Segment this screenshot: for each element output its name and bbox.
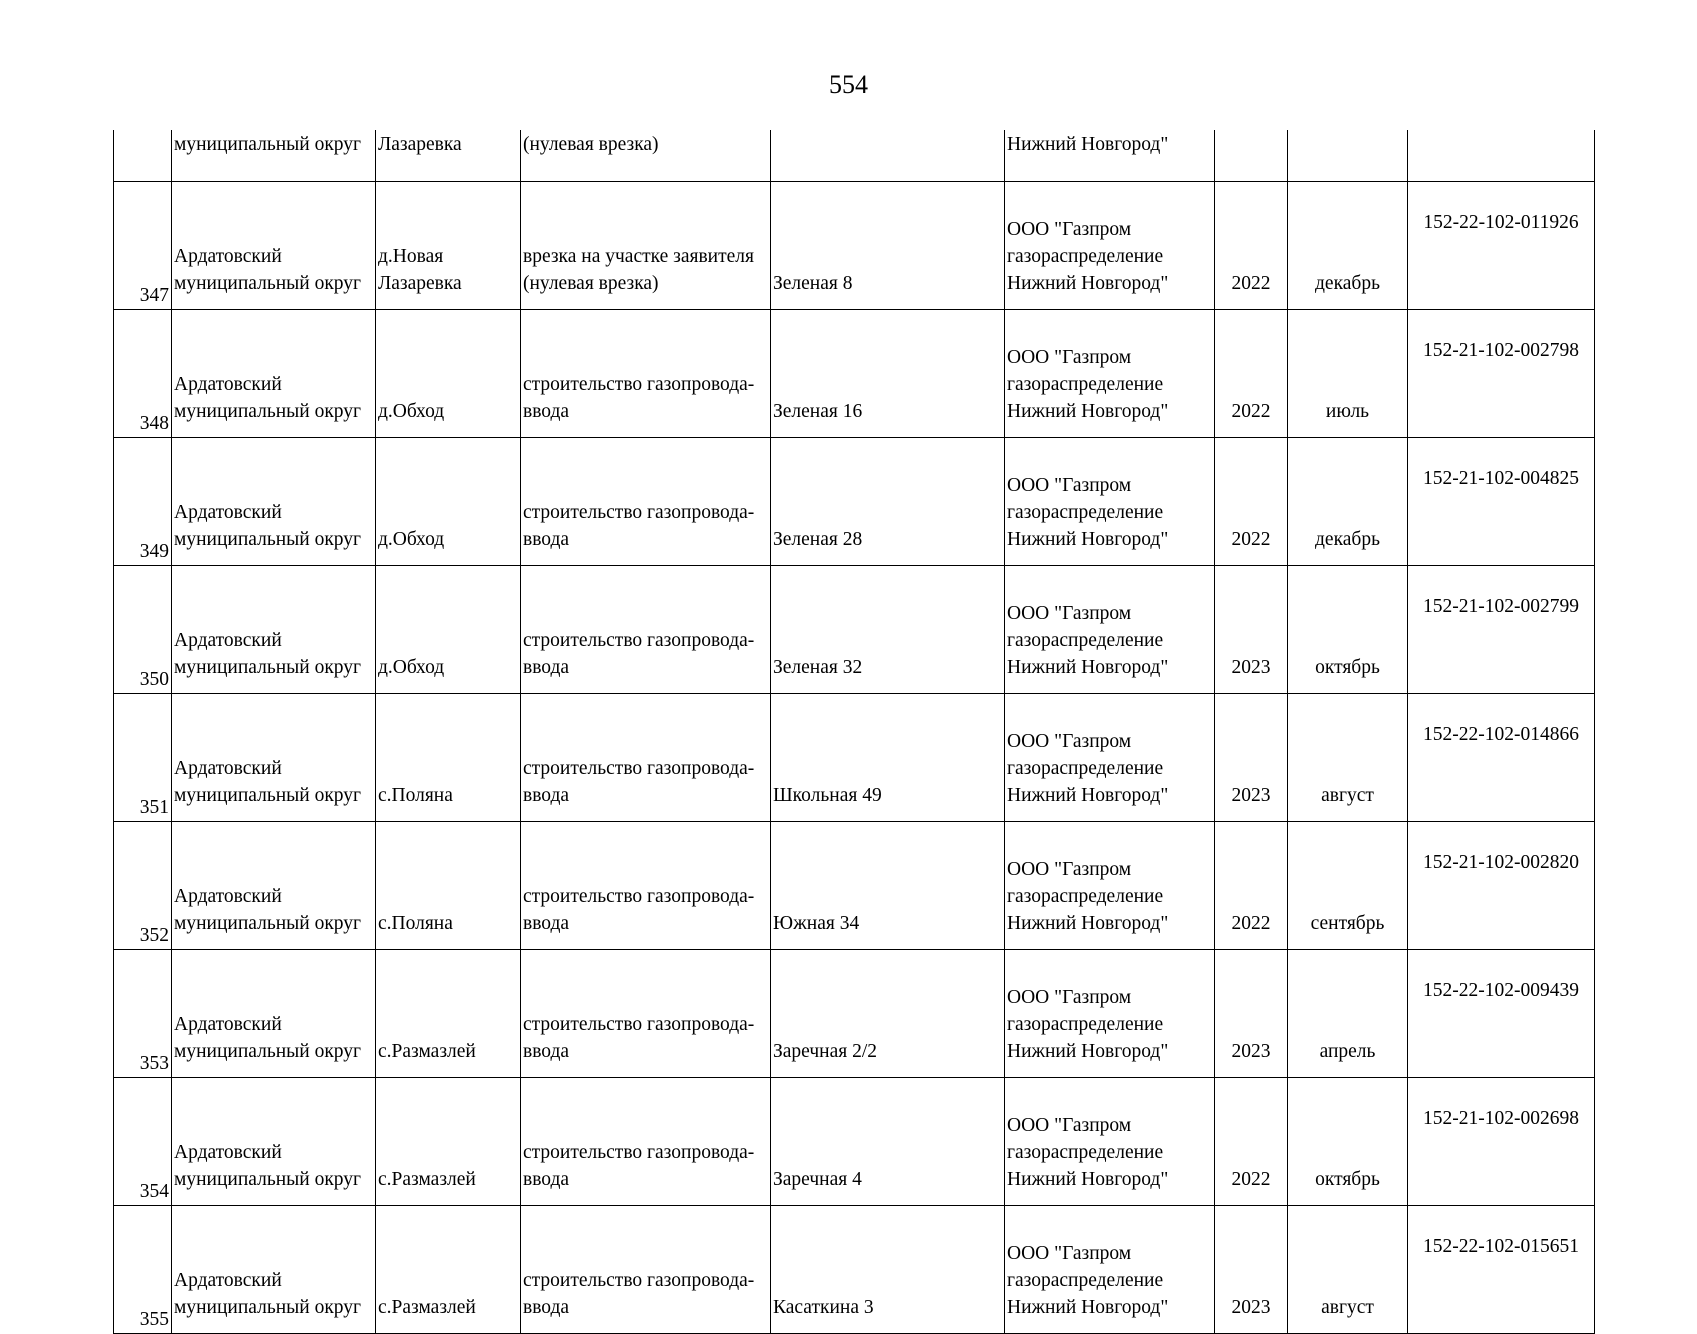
settlement-line-2: с.Поляна xyxy=(378,785,453,806)
cell-year: 2023 xyxy=(1215,950,1288,1078)
org-line-3: Нижний Новгород" xyxy=(1007,913,1169,934)
district-line-2: муниципальный округ xyxy=(174,273,362,294)
org-line-1: ООО "Газпром xyxy=(1007,1243,1132,1264)
settlement-line-2: д.Обход xyxy=(378,401,445,422)
table-row xyxy=(114,310,1595,438)
org-line-1: ООО "Газпром xyxy=(1007,987,1132,1008)
cell-work-type xyxy=(521,694,771,822)
cell-district xyxy=(172,182,376,310)
cell-num: 352 xyxy=(114,822,172,950)
cell-settlement xyxy=(376,566,521,694)
district-line-2: муниципальный округ xyxy=(174,401,362,422)
cell-num: 349 xyxy=(114,438,172,566)
cell-settlement xyxy=(376,438,521,566)
work-line-1: строительство газопровода- xyxy=(523,374,755,395)
cell-organization xyxy=(1005,1078,1215,1206)
settlement-line-2: с.Размазлей xyxy=(378,1041,476,1062)
org-line-3: Нижний Новгород" xyxy=(1007,657,1169,678)
work-line-2: ввода xyxy=(523,1169,570,1190)
district-line-1: Ардатовский xyxy=(174,1270,282,1291)
cell-settlement xyxy=(376,1206,521,1334)
cell-month: август xyxy=(1288,1206,1408,1334)
cell-year: 2022 xyxy=(1215,438,1288,566)
cell-district xyxy=(172,822,376,950)
cell-month: декабрь xyxy=(1288,438,1408,566)
cell-year: 2022 xyxy=(1215,1078,1288,1206)
settlement-line-2: с.Поляна xyxy=(378,913,453,934)
cell-district xyxy=(172,1206,376,1334)
cell-address: Зеленая 28 xyxy=(771,438,1005,566)
cell-work-type xyxy=(521,1206,771,1334)
org-line-3: Нижний Новгород" xyxy=(1007,1297,1169,1318)
cell-work-type xyxy=(521,182,771,310)
cell-month: октябрь xyxy=(1288,566,1408,694)
table-row xyxy=(114,1206,1595,1334)
org-line-3: Нижний Новгород" xyxy=(1007,529,1169,550)
org-line-2: газораспределение xyxy=(1007,886,1164,907)
cell-num: 351 xyxy=(114,694,172,822)
cell-code: 152-21-102-002698 xyxy=(1408,1078,1595,1206)
cell-code: 152-21-102-002798 xyxy=(1408,310,1595,438)
cell-num: 354 xyxy=(114,1078,172,1206)
cell-num: 353 xyxy=(114,950,172,1078)
cell-organization xyxy=(1005,694,1215,822)
cell-month: август xyxy=(1288,694,1408,822)
work-line-1: строительство газопровода- xyxy=(523,886,755,907)
work-line-2: ввода xyxy=(523,1297,570,1318)
cell-organization xyxy=(1005,822,1215,950)
cell-num: 350 xyxy=(114,566,172,694)
district-line-2: муниципальный округ xyxy=(174,657,362,678)
district-line-2: муниципальный округ xyxy=(174,1297,362,1318)
cell-address: Заречная 2/2 xyxy=(771,950,1005,1078)
org-line-2: газораспределение xyxy=(1007,630,1164,651)
cell-month: июль xyxy=(1288,310,1408,438)
settlement-line-1 xyxy=(378,755,518,782)
cell-district xyxy=(172,310,376,438)
district-line-1: Ардатовский xyxy=(174,758,282,779)
cell-code: 152-22-102-009439 xyxy=(1408,950,1595,1078)
work-line-1: строительство газопровода- xyxy=(523,1014,755,1035)
cell-year: 2022 xyxy=(1215,822,1288,950)
cell-code: 152-21-102-002820 xyxy=(1408,822,1595,950)
org-line-3: Нижний Новгород" xyxy=(1007,401,1169,422)
org-line-3: Нижний Новгород" xyxy=(1007,785,1169,806)
cell-settlement xyxy=(376,310,521,438)
table-row xyxy=(114,1078,1595,1206)
settlement-line-2: д.Обход xyxy=(378,529,445,550)
cell-num: 347 xyxy=(114,182,172,310)
settlement-line-1 xyxy=(378,499,518,526)
table-row xyxy=(114,566,1595,694)
cell-work-type xyxy=(521,1078,771,1206)
settlement-line-1: д.Новая xyxy=(378,246,444,267)
cell-settlement: Лазаревка xyxy=(376,130,521,182)
settlement-line-1 xyxy=(378,883,518,910)
cell-num: 348 xyxy=(114,310,172,438)
work-line-2: ввода xyxy=(523,401,570,422)
cell-district xyxy=(172,694,376,822)
cell-num xyxy=(114,130,172,182)
work-line-1: строительство газопровода- xyxy=(523,502,755,523)
cell-month: октябрь xyxy=(1288,1078,1408,1206)
cell-district: муниципальный округ xyxy=(172,130,376,182)
org-line-2: газораспределение xyxy=(1007,246,1164,267)
cell-month: декабрь xyxy=(1288,182,1408,310)
org-line-1: ООО "Газпром xyxy=(1007,347,1132,368)
cell-settlement xyxy=(376,182,521,310)
org-line-3: Нижний Новгород" xyxy=(1007,1169,1169,1190)
cell-settlement xyxy=(376,1078,521,1206)
cell-address: Южная 34 xyxy=(771,822,1005,950)
cell-year: 2023 xyxy=(1215,694,1288,822)
settlement-line-2: Лазаревка xyxy=(378,273,462,294)
cell-address: Заречная 4 xyxy=(771,1078,1005,1206)
cell-code: 152-22-102-014866 xyxy=(1408,694,1595,822)
work-line-1: строительство газопровода- xyxy=(523,630,755,651)
cell-district xyxy=(172,1078,376,1206)
cell-address: Касаткина 3 xyxy=(771,1206,1005,1334)
cell-month: апрель xyxy=(1288,950,1408,1078)
work-line-2: ввода xyxy=(523,913,570,934)
work-line-1: строительство газопровода- xyxy=(523,1142,755,1163)
district-line-1: Ардатовский xyxy=(174,246,282,267)
cell-code xyxy=(1408,130,1595,182)
district-line-1: Ардатовский xyxy=(174,1142,282,1163)
work-line-2: (нулевая врезка) xyxy=(523,273,659,294)
org-line-2: газораспределение xyxy=(1007,1014,1164,1035)
district-line-2: муниципальный округ xyxy=(174,1169,362,1190)
work-line-2: ввода xyxy=(523,657,570,678)
district-line-2: муниципальный округ xyxy=(174,1041,362,1062)
org-line-2: газораспределение xyxy=(1007,374,1164,395)
org-line-1: ООО "Газпром xyxy=(1007,731,1132,752)
work-line-2: ввода xyxy=(523,1041,570,1062)
page-number: 554 xyxy=(829,70,868,99)
cell-work-type xyxy=(521,822,771,950)
cell-address xyxy=(771,130,1005,182)
work-line-2: ввода xyxy=(523,529,570,550)
cell-district xyxy=(172,566,376,694)
org-line-2: газораспределение xyxy=(1007,502,1164,523)
cell-work-type xyxy=(521,438,771,566)
settlement-line-1 xyxy=(378,627,518,654)
work-line-1: строительство газопровода- xyxy=(523,758,755,779)
district-line-2: муниципальный округ xyxy=(174,785,362,806)
cell-settlement xyxy=(376,822,521,950)
cell-organization xyxy=(1005,566,1215,694)
cell-address: Зеленая 16 xyxy=(771,310,1005,438)
settlement-line-2: с.Размазлей xyxy=(378,1169,476,1190)
cell-code: 152-21-102-004825 xyxy=(1408,438,1595,566)
cell-month: сентябрь xyxy=(1288,822,1408,950)
cell-code: 152-21-102-002799 xyxy=(1408,566,1595,694)
settlement-line-2: с.Размазлей xyxy=(378,1297,476,1318)
work-line-1: врезка на участке заявителя xyxy=(523,246,754,267)
cell-organization xyxy=(1005,950,1215,1078)
cell-settlement xyxy=(376,694,521,822)
table-row xyxy=(114,438,1595,566)
cell-code: 152-22-102-011926 xyxy=(1408,182,1595,310)
cell-address: Зеленая 32 xyxy=(771,566,1005,694)
district-line-2: муниципальный округ xyxy=(174,529,362,550)
cell-num: 355 xyxy=(114,1206,172,1334)
cell-year: 2023 xyxy=(1215,1206,1288,1334)
work-line-2: ввода xyxy=(523,785,570,806)
cell-work-type: (нулевая врезка) xyxy=(521,130,771,182)
district-line-2: муниципальный округ xyxy=(174,913,362,934)
district-line-1: Ардатовский xyxy=(174,374,282,395)
cell-organization xyxy=(1005,182,1215,310)
settlement-line-2: д.Обход xyxy=(378,657,445,678)
cell-work-type xyxy=(521,310,771,438)
cell-address: Зеленая 8 xyxy=(771,182,1005,310)
cell-code: 152-22-102-015651 xyxy=(1408,1206,1595,1334)
cell-district xyxy=(172,438,376,566)
org-line-2: газораспределение xyxy=(1007,758,1164,779)
cell-organization xyxy=(1005,1206,1215,1334)
table-row xyxy=(114,822,1595,950)
table-row-continued xyxy=(114,130,1595,182)
settlement-line-1 xyxy=(378,1139,518,1166)
cell-work-type xyxy=(521,566,771,694)
org-line-1: ООО "Газпром xyxy=(1007,219,1132,240)
cell-organization xyxy=(1005,438,1215,566)
district-line-1: Ардатовский xyxy=(174,502,282,523)
cell-work-type xyxy=(521,950,771,1078)
cell-organization: Нижний Новгород" xyxy=(1005,130,1215,182)
org-line-2: газораспределение xyxy=(1007,1142,1164,1163)
cell-organization xyxy=(1005,310,1215,438)
settlement-line-1 xyxy=(378,1267,518,1294)
org-line-3: Нижний Новгород" xyxy=(1007,273,1169,294)
district-line-1: Ардатовский xyxy=(174,630,282,651)
table-row xyxy=(114,694,1595,822)
cell-settlement xyxy=(376,950,521,1078)
org-line-1: ООО "Газпром xyxy=(1007,475,1132,496)
cell-year: 2022 xyxy=(1215,310,1288,438)
cell-month xyxy=(1288,130,1408,182)
org-line-1: ООО "Газпром xyxy=(1007,603,1132,624)
district-line-1: Ардатовский xyxy=(174,1014,282,1035)
district-line-1: Ардатовский xyxy=(174,886,282,907)
work-line-1: строительство газопровода- xyxy=(523,1270,755,1291)
gas-connection-table xyxy=(113,130,1595,1334)
org-line-3: Нижний Новгород" xyxy=(1007,1041,1169,1062)
org-line-1: ООО "Газпром xyxy=(1007,1115,1132,1136)
table-row xyxy=(114,950,1595,1078)
cell-year: 2022 xyxy=(1215,182,1288,310)
table-row xyxy=(114,182,1595,310)
cell-year xyxy=(1215,130,1288,182)
cell-district xyxy=(172,950,376,1078)
cell-year: 2023 xyxy=(1215,566,1288,694)
org-line-1: ООО "Газпром xyxy=(1007,859,1132,880)
settlement-line-1 xyxy=(378,1011,518,1038)
table-body xyxy=(114,130,1595,1334)
org-line-2: газораспределение xyxy=(1007,1270,1164,1291)
cell-address: Школьная 49 xyxy=(771,694,1005,822)
settlement-line-1 xyxy=(378,371,518,398)
